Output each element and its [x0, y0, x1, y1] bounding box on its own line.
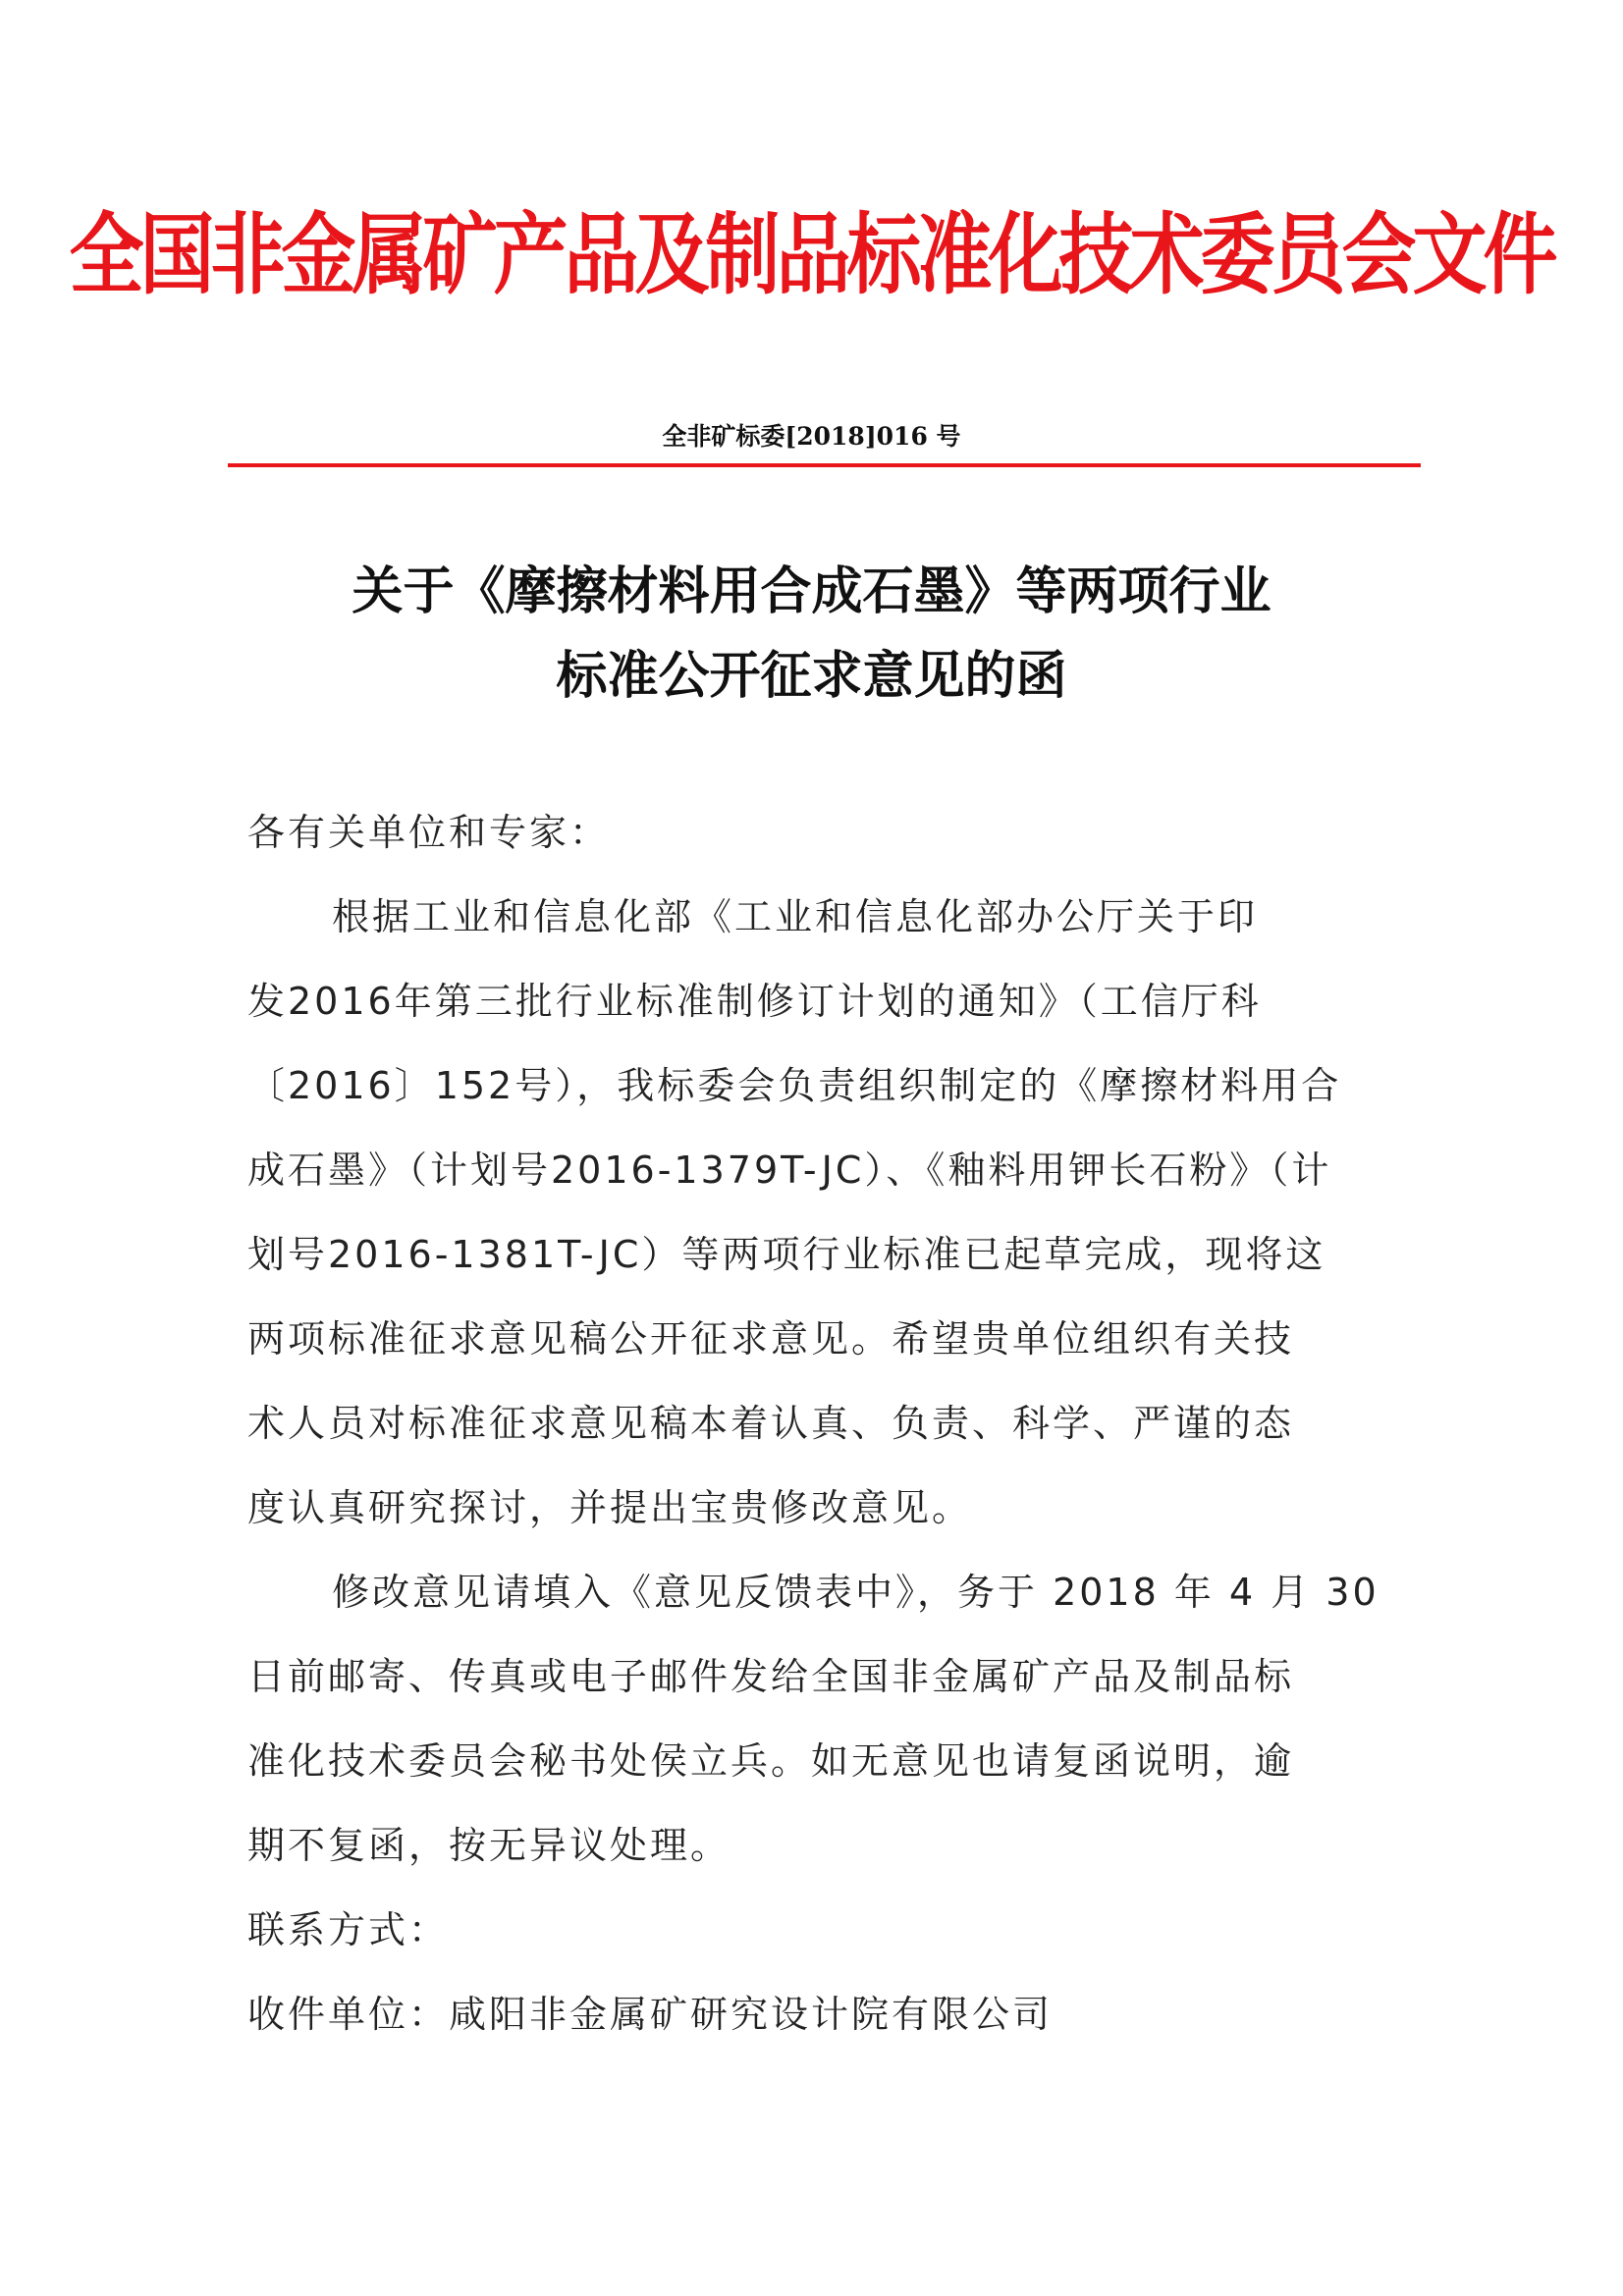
paragraph-line: 划号2016-1381T-JC）等两项行业标准已起草完成，现将这 [247, 1233, 1326, 1276]
paragraph-line: 准化技术委员会秘书处侯立兵。如无意见也请复函说明，逾 [247, 1739, 1295, 1783]
paragraph-line: 成石墨》（计划号2016-1379T-JC）、《釉料用钾长石粉》（计 [247, 1148, 1332, 1192]
subject-line-1: 关于《摩擦材料用合成石墨》等两项行业 [352, 561, 1271, 621]
document-subject [0, 550, 1623, 719]
paragraph-1 [247, 875, 1377, 1550]
paragraph-line: 日前邮寄、传真或电子邮件发给全国非金属矿产品及制品标 [247, 1655, 1295, 1698]
document-number: 全非矿标委[2018]016 号 [662, 422, 961, 451]
issuing-authority-title: 全国非金属矿产品及制品标准化技术委员会文件 [69, 202, 1554, 306]
red-divider-rule [228, 463, 1421, 467]
salutation: 各有关单位和专家： [247, 811, 611, 854]
paragraph-line: 修改意见请填入《意见反馈表中》，务于 2018 年 4 月 30 [332, 1571, 1380, 1614]
paragraph-line: 发2016年第三批行业标准制修订计划的通知》（工信厅科 [247, 980, 1262, 1023]
paragraph-line: 根据工业和信息化部《工业和信息化部办公厅关于印 [332, 895, 1259, 938]
paragraph-line: 度认真研究探讨，并提出宝贵修改意见。 [247, 1486, 973, 1529]
recipient-unit: 收件单位：咸阳非金属矿研究设计院有限公司 [247, 1993, 1054, 2036]
subject-line-2: 标准公开征求意见的函 [556, 646, 1067, 706]
contact-label: 联系方式： [247, 1908, 450, 1951]
paragraph-line: 术人员对标准征求意见稿本着认真、负责、科学、严谨的态 [247, 1402, 1295, 1445]
paragraph-line: 期不复函，按无异议处理。 [247, 1824, 731, 1867]
paragraph-line: 两项标准征求意见稿公开征求意见。希望贵单位组织有关技 [247, 1317, 1295, 1361]
paragraph-line: 〔2016〕152号），我标委会负责组织制定的《摩擦材料用合 [247, 1064, 1342, 1107]
letter-body [247, 790, 1380, 2056]
paragraph-2 [247, 1550, 1380, 1888]
